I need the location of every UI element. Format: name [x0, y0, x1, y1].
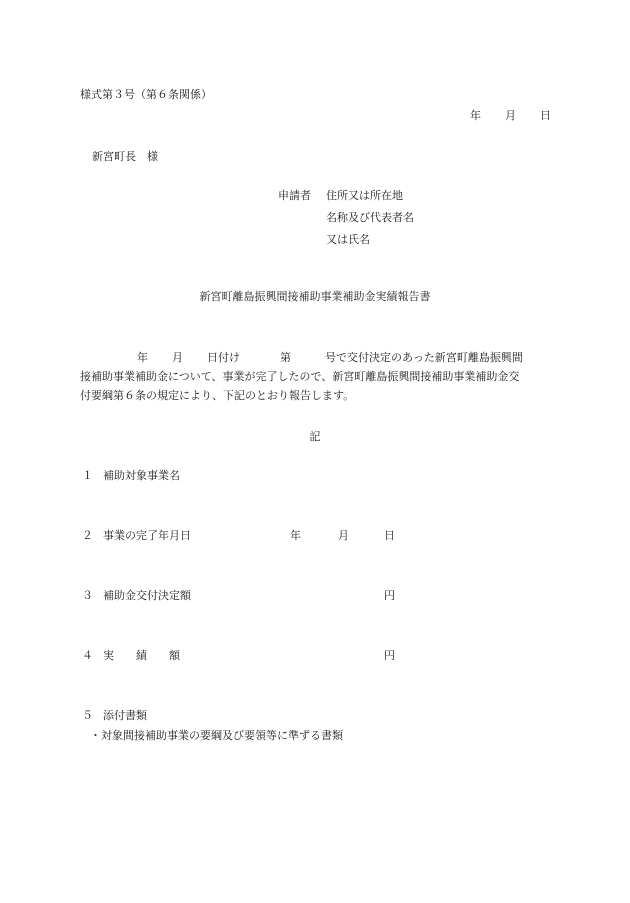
item-3-row	[0, 589, 630, 603]
item-5-row	[0, 709, 630, 723]
item-4-number: ４	[82, 649, 93, 662]
item-3-label: 補助金交付決定額	[103, 589, 191, 602]
item-4-row	[0, 649, 630, 663]
item-4-label: 実 績 額	[103, 649, 180, 662]
item-4-unit: 円	[384, 649, 395, 662]
attachment-item: ・対象間接補助事業の要綱及び要領等に準ずる書類	[90, 729, 343, 742]
applicant-name-rep-label: 名称及び代表者名	[326, 211, 414, 224]
applicant-name-label: 又は氏名	[326, 233, 370, 246]
applicant-label: 申請者	[278, 189, 311, 202]
item-1-label: 補助対象事業名	[103, 469, 180, 482]
applicant-address-label: 住所又は所在地	[326, 189, 403, 202]
item-2-label: 事業の完了年月日	[103, 529, 191, 542]
item-2-month: 月	[338, 529, 349, 542]
ki-heading: 記	[309, 430, 321, 443]
item-3-number: ３	[82, 589, 93, 602]
item-2-year: 年	[290, 529, 301, 542]
date-day: 日	[540, 109, 551, 122]
applicant-fields	[326, 189, 414, 255]
item-5-label: 添付書類	[103, 709, 147, 722]
item-2-number: ２	[82, 529, 93, 542]
document-title: 新宮町離島振興間接補助事業補助金実績報告書	[199, 290, 431, 303]
body-line-3: 付要綱第６条の規定により、下記のとおり報告します。	[80, 389, 355, 402]
body-paragraph	[80, 348, 560, 405]
form-number: 様式第３号（第６条関係）	[80, 88, 212, 101]
document-date	[470, 109, 551, 123]
item-1-row	[0, 469, 630, 483]
body-line-2: 接補助事業補助金について、事業が完了したので、新宮町離島振興間接補助事業補助金交	[80, 370, 520, 383]
item-5-number: ５	[82, 709, 93, 722]
item-2-row	[0, 529, 630, 543]
addressee: 新宮町長 様	[92, 150, 158, 163]
item-2-day: 日	[384, 529, 395, 542]
date-year: 年	[470, 109, 481, 122]
item-1-number: １	[82, 469, 93, 482]
item-3-unit: 円	[384, 589, 395, 602]
body-line-1: 年 月 日付け 第 号で交付決定のあった新宮町離島振興間	[137, 351, 523, 364]
date-month: 月	[505, 109, 516, 122]
